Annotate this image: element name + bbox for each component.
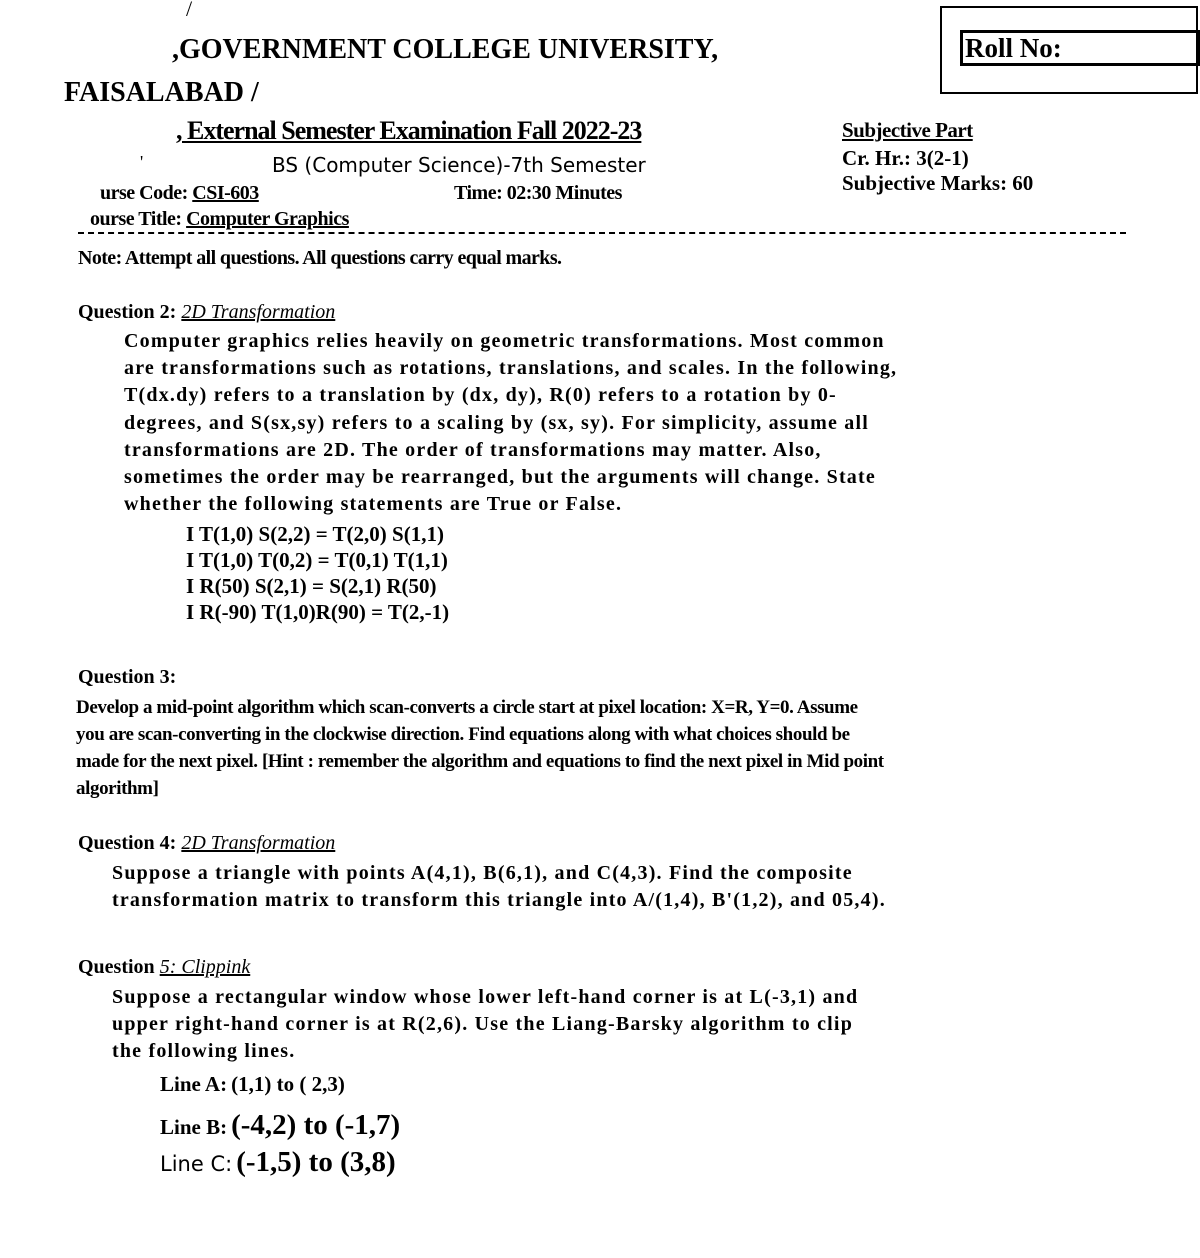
stray-mark: / bbox=[186, 0, 193, 21]
subjective-part-label: Subjective Part bbox=[842, 118, 973, 142]
q4-topic: 2D Transformation bbox=[181, 832, 336, 854]
q5-text-line: upper right-hand corner is at R(2,6). Use the Liang-Barsky algorithm to clip bbox=[112, 1013, 854, 1035]
q2-heading bbox=[78, 301, 335, 324]
q4-text-line: transformation matrix to transform this triangle into A/(1,4), B'(1,2), and 05,4). bbox=[112, 889, 886, 911]
q3-text-line: made for the next pixel. [Hint : remember the algorithm and equations to find the next pixel in Mid point bbox=[76, 751, 884, 772]
q3-text-line: algorithm] bbox=[76, 778, 159, 799]
course-code-row bbox=[100, 182, 259, 205]
line-b bbox=[160, 1109, 400, 1146]
q5-text-line: the following lines. bbox=[112, 1040, 296, 1062]
q2-statement: I T(1,0) T(0,2) = T(0,1) T(1,1) bbox=[186, 548, 448, 572]
line-b-label: Line B: bbox=[160, 1115, 228, 1139]
subjective-marks bbox=[842, 170, 1082, 195]
q5-label: Question bbox=[78, 956, 155, 978]
q5-topic: 5: Clippink bbox=[159, 956, 251, 978]
q3-text-line: Develop a mid-point algorithm which scan-converts a circle start at pixel location: X=R, Y=0. Assume bbox=[76, 697, 858, 718]
q2-text-line: whether the following statements are True or False. bbox=[124, 493, 623, 516]
line-a-coords: (1,1) to ( 2,3) bbox=[231, 1072, 345, 1096]
course-title-value: Computer Graphics bbox=[186, 208, 349, 230]
q2-text-line: sometimes the order may be rearranged, but the arguments will change. State bbox=[124, 466, 876, 489]
exam-note: Note: Attempt all questions. All questions carry equal marks. bbox=[78, 247, 562, 269]
q5-text-line: Suppose a rectangular window whose lower left-hand corner is at L(-3,1) and bbox=[112, 986, 859, 1008]
q5-heading bbox=[78, 956, 250, 979]
credit-hours: Cr. Hr.: 3(2-1) bbox=[842, 146, 969, 170]
q2-text-line: degrees, and S(sx,sy) refers to a scaling by (sx, sy). For simplicity, assume all bbox=[124, 411, 869, 434]
q3-body bbox=[76, 694, 1146, 802]
q2-statement: I R(-90) T(1,0)R(90) = T(2,-1) bbox=[186, 600, 450, 624]
q2-body bbox=[124, 328, 1134, 518]
q2-text-line: transformations are 2D. The order of transformations may matter. Also, bbox=[124, 438, 822, 461]
program-name: BS (Computer Science)-7th Semester bbox=[272, 153, 646, 177]
q2-statement: I T(1,0) S(2,2) = T(2,0) S(1,1) bbox=[186, 522, 444, 546]
line-a bbox=[160, 1072, 400, 1109]
course-title-row bbox=[90, 208, 349, 231]
line-b-coords: (-4,2) to (-1,7) bbox=[231, 1109, 401, 1141]
q2-label: Question 2: bbox=[78, 301, 177, 323]
exam-title: , External Semester Examination Fall 2022-23 bbox=[176, 116, 642, 145]
q4-text-line: Suppose a triangle with points A(4,1), B(6,1), and C(4,3). Find the composite bbox=[112, 862, 853, 884]
q4-body bbox=[112, 860, 1116, 914]
q3-label: Question 3: bbox=[78, 666, 177, 688]
roll-number-field: Roll No: bbox=[960, 30, 1200, 66]
subjective-marks-text: Subjective Marks: 60 bbox=[842, 171, 1034, 195]
q2-text-line: are transformations such as rotations, translations, and scales. In the following, bbox=[124, 357, 898, 380]
course-code-value: CSI-603 bbox=[192, 182, 259, 204]
line-c-coords: (-1,5) to (3,8) bbox=[236, 1146, 396, 1178]
q3-text-line: you are scan-converting in the clockwise direction. Find equations along with what choices should be bbox=[76, 724, 850, 745]
line-c bbox=[160, 1146, 400, 1183]
exam-time: Time: 02:30 Minutes bbox=[454, 182, 622, 204]
q4-heading bbox=[78, 832, 335, 855]
line-a-label: Line A: bbox=[160, 1072, 228, 1096]
course-title-label: ourse Title: bbox=[90, 208, 182, 230]
program-mark: ' bbox=[140, 152, 144, 172]
q2-statement: I R(50) S(2,1) = S(2,1) R(50) bbox=[186, 574, 437, 598]
q4-label: Question 4: bbox=[78, 832, 177, 854]
q2-text-line: Computer graphics relies heavily on geometric transformations. Most common bbox=[124, 330, 885, 352]
header-divider bbox=[78, 232, 1126, 234]
line-c-label: Line C: bbox=[160, 1152, 233, 1176]
university-name-line1: ,GOVERNMENT COLLEGE UNIVERSITY, bbox=[172, 34, 719, 65]
q5-body bbox=[112, 984, 1098, 1065]
q2-statements bbox=[186, 521, 449, 625]
q5-lines bbox=[160, 1072, 400, 1183]
university-name-line2: FAISALABAD / bbox=[64, 77, 259, 108]
q2-topic: 2D Transformation bbox=[181, 301, 336, 323]
course-code-label: urse Code: bbox=[100, 182, 188, 204]
q2-text-line: T(dx.dy) refers to a translation by (dx, dy), R(0) refers to a rotation by 0- bbox=[124, 384, 837, 407]
